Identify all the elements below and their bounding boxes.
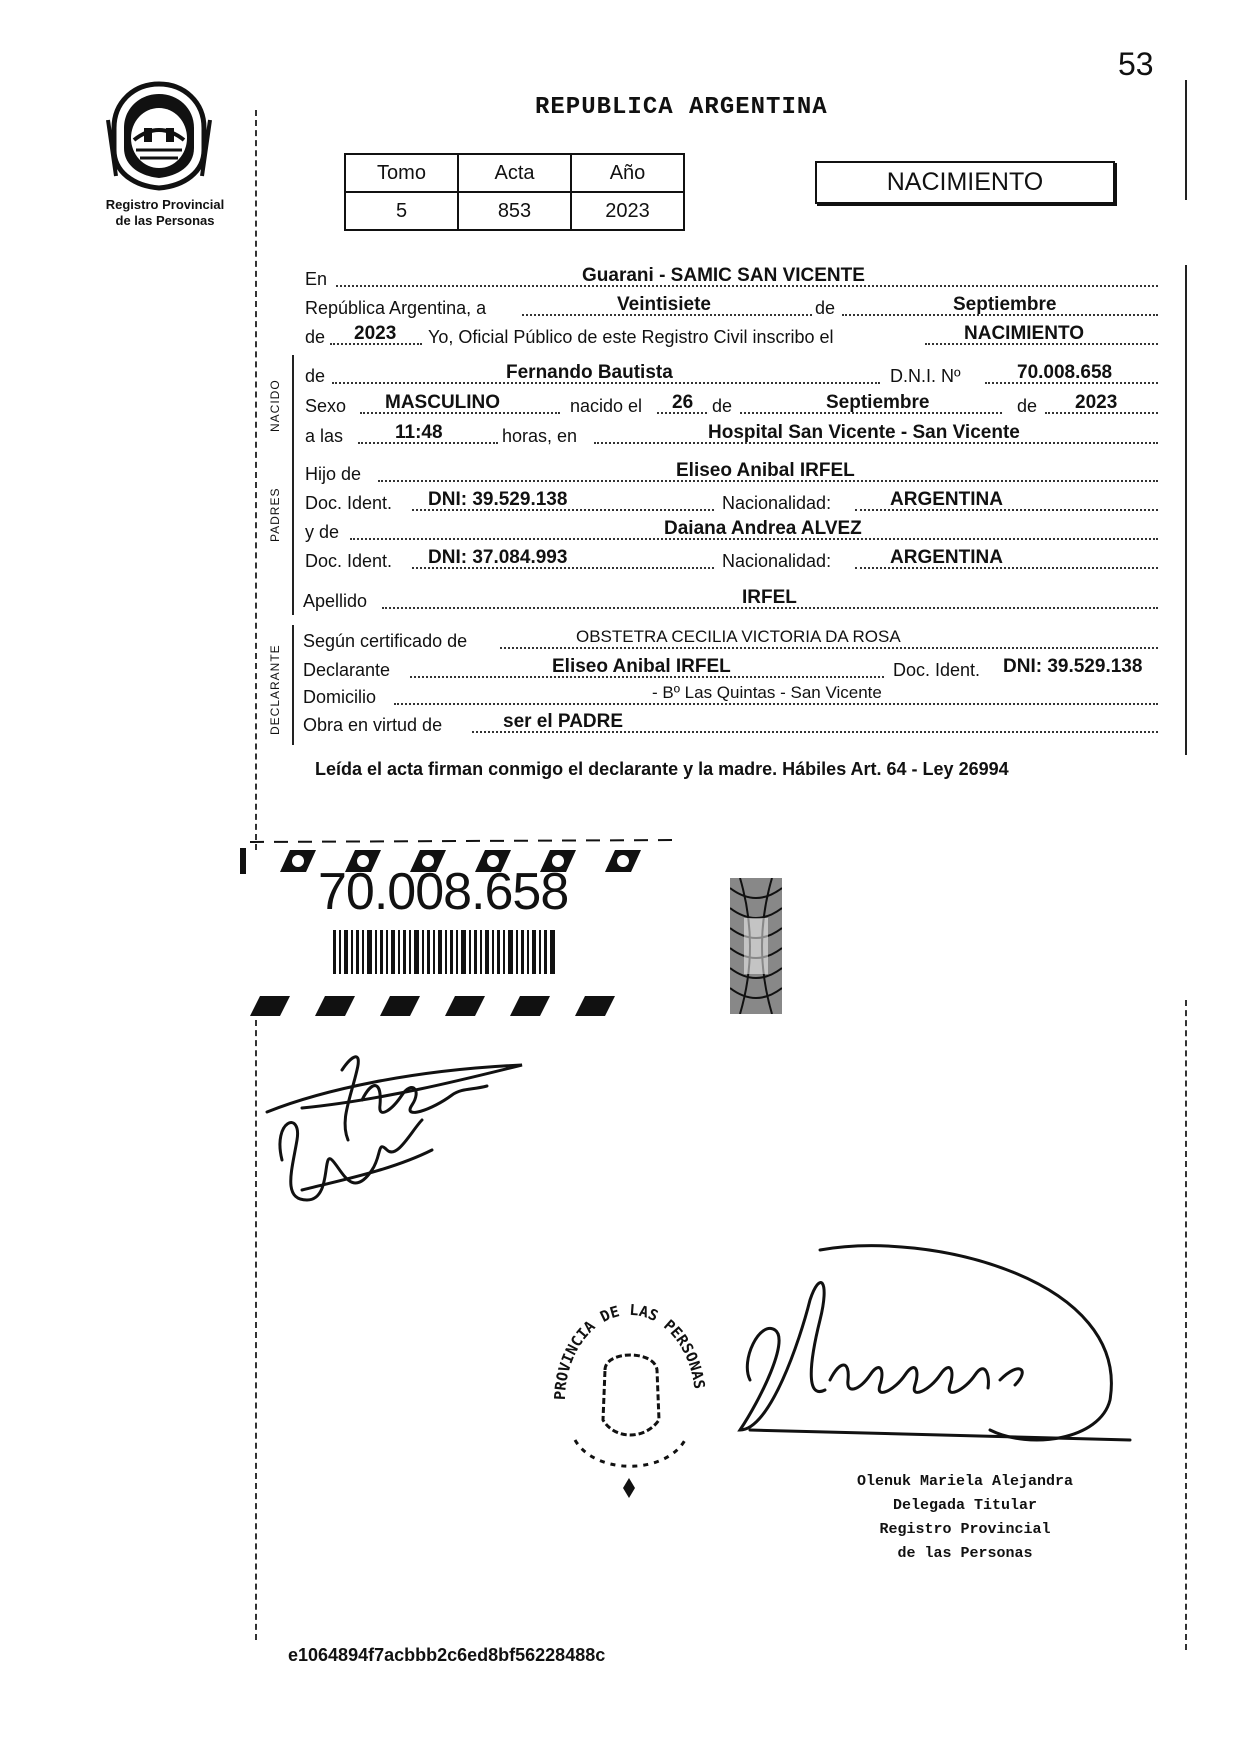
left-margin-line-bottom (255, 1020, 257, 1640)
event-value: NACIMIENTO (964, 323, 1084, 344)
document-type-box: NACIMIENTO (815, 161, 1115, 204)
de-label: de (712, 396, 733, 416)
mother-doc-value: DNI: 37.084.993 (428, 547, 568, 568)
dotted-line (394, 703, 1158, 705)
year-prefix: de (305, 327, 326, 347)
dotted-line (500, 647, 1158, 649)
document-title: REPUBLICA ARGENTINA (535, 94, 828, 121)
republic-label: República Argentina, a (305, 298, 487, 318)
officer-block (840, 1470, 1090, 1566)
declarante-doc-value: DNI: 39.529.138 (1003, 656, 1143, 677)
row-mother-doc (0, 545, 1241, 575)
hijo-label: Hijo de (305, 464, 362, 484)
svg-text:PROVINCIA DE LAS PERSONAS (551, 1301, 709, 1400)
declarante-value: Eliseo Anibal IRFEL (552, 656, 731, 677)
round-seal-text: PROVINCIA DE LAS PERSONAS (550, 1300, 709, 1401)
record-table (344, 153, 685, 231)
certificado-label: Según certificado de (303, 631, 468, 651)
officer-signature (730, 1240, 1150, 1470)
day-value: Veintisiete (617, 294, 711, 315)
row-apellido (0, 585, 1241, 615)
row-sex-birthdate (0, 390, 1241, 420)
right-margin-line-top (1185, 80, 1187, 200)
officer-name: Olenuk Mariela Alejandra (856, 1473, 1074, 1490)
father-doc-value: DNI: 39.529.138 (428, 489, 568, 510)
row-obra (0, 709, 1241, 739)
stamp-number: 70.008.658 (318, 863, 569, 921)
document-hash: e1064894f7acbbb2c6ed8bf56228488c (288, 1645, 606, 1665)
mother-name-value: Daiana Andrea ALVEZ (664, 518, 862, 539)
page-number: 53 (1118, 46, 1154, 82)
row-place (0, 263, 1241, 293)
doc-label: Doc. Ident. (893, 660, 981, 680)
certificado-value: OBSTETRA CECILIA VICTORIA DA ROSA (576, 627, 901, 646)
a-las-label: a las (305, 426, 344, 446)
obra-label: Obra en virtud de (303, 715, 443, 735)
child-name-value: Fernando Bautista (506, 362, 673, 383)
birth-year-value: 2023 (1075, 392, 1118, 413)
doc-label: Doc. Ident. (305, 551, 393, 571)
child-dni-value: 70.008.658 (1017, 362, 1113, 383)
declarante-label: Declarante (303, 660, 391, 680)
de-label: de (1017, 396, 1038, 416)
apellido-label: Apellido (303, 591, 368, 611)
barcode (333, 930, 558, 974)
org-caption-line1: Registro Provincial (105, 197, 225, 212)
declarant-signature (262, 1050, 562, 1210)
en-label: En (305, 269, 328, 289)
father-name-value: Eliseo Anibal IRFEL (676, 460, 855, 481)
province-seal-logo (104, 80, 214, 192)
org-caption (90, 197, 240, 229)
doc-label: Doc. Ident. (305, 493, 393, 513)
row-child-name (0, 360, 1241, 390)
record-header-tomo: Tomo (345, 154, 458, 192)
dni-label: D.N.I. Nº (890, 366, 961, 386)
org-caption-line2: de las Personas (115, 213, 215, 228)
year-value: 2023 (354, 323, 397, 344)
section-label-nacido: NACIDO (268, 379, 282, 432)
y-de-label: y de (305, 522, 340, 542)
record-value-tomo: 5 (345, 192, 458, 230)
officer-org-line1: Registro Provincial (879, 1521, 1051, 1538)
nacido-label: nacido el (570, 396, 643, 416)
apellido-value: IRFEL (742, 587, 797, 608)
row-father (0, 458, 1241, 488)
record-value-ano: 2023 (571, 192, 684, 230)
officer-role: Delegada Titular (892, 1497, 1038, 1514)
row-mother (0, 516, 1241, 546)
officer-org-line2: de las Personas (897, 1545, 1033, 1562)
father-nationality-value: ARGENTINA (890, 489, 1003, 510)
record-value-acta: 853 (458, 192, 571, 230)
birth-day-value: 26 (672, 392, 694, 413)
sexo-value: MASCULINO (385, 392, 501, 413)
mother-nationality-value: ARGENTINA (890, 547, 1003, 568)
month-value: Septiembre (953, 294, 1057, 315)
section-label-padres: PADRES (268, 487, 282, 542)
de-label: de (305, 366, 326, 386)
right-margin-line-bottom (1185, 1000, 1187, 1650)
row-year (0, 321, 1241, 351)
birth-month-value: Septiembre (826, 392, 930, 413)
official-text: Yo, Oficial Público de este Registro Civil inscribo el (428, 327, 834, 347)
row-time-place (0, 420, 1241, 450)
closing-text: Leída el acta firman conmigo el declarante y la madre. Hábiles Art. 64 - Ley 26994 (315, 759, 1009, 779)
sexo-label: Sexo (305, 396, 347, 416)
row-domicilio (0, 681, 1241, 711)
horas-label: horas, en (502, 426, 578, 446)
row-certificado (0, 625, 1241, 655)
row-father-doc (0, 487, 1241, 517)
row-date (0, 292, 1241, 322)
de-label: de (815, 298, 836, 318)
birth-place-value: Hospital San Vicente - San Vicente (708, 422, 1020, 443)
time-value: 11:48 (395, 422, 443, 443)
security-hologram (730, 878, 782, 1014)
nacionalidad-label: Nacionalidad: (722, 551, 832, 571)
record-header-ano: Año (571, 154, 684, 192)
record-header-acta: Acta (458, 154, 571, 192)
nacionalidad-label: Nacionalidad: (722, 493, 832, 513)
official-round-stamp (545, 1290, 715, 1510)
obra-value: ser el PADRE (503, 711, 624, 732)
domicilio-value: - Bº Las Quintas - San Vicente (652, 683, 882, 702)
row-declarante (0, 654, 1241, 684)
place-value: Guarani - SAMIC SAN VICENTE (582, 265, 865, 286)
section-label-declarante: DECLARANTE (268, 644, 282, 735)
domicilio-label: Domicilio (303, 687, 377, 707)
